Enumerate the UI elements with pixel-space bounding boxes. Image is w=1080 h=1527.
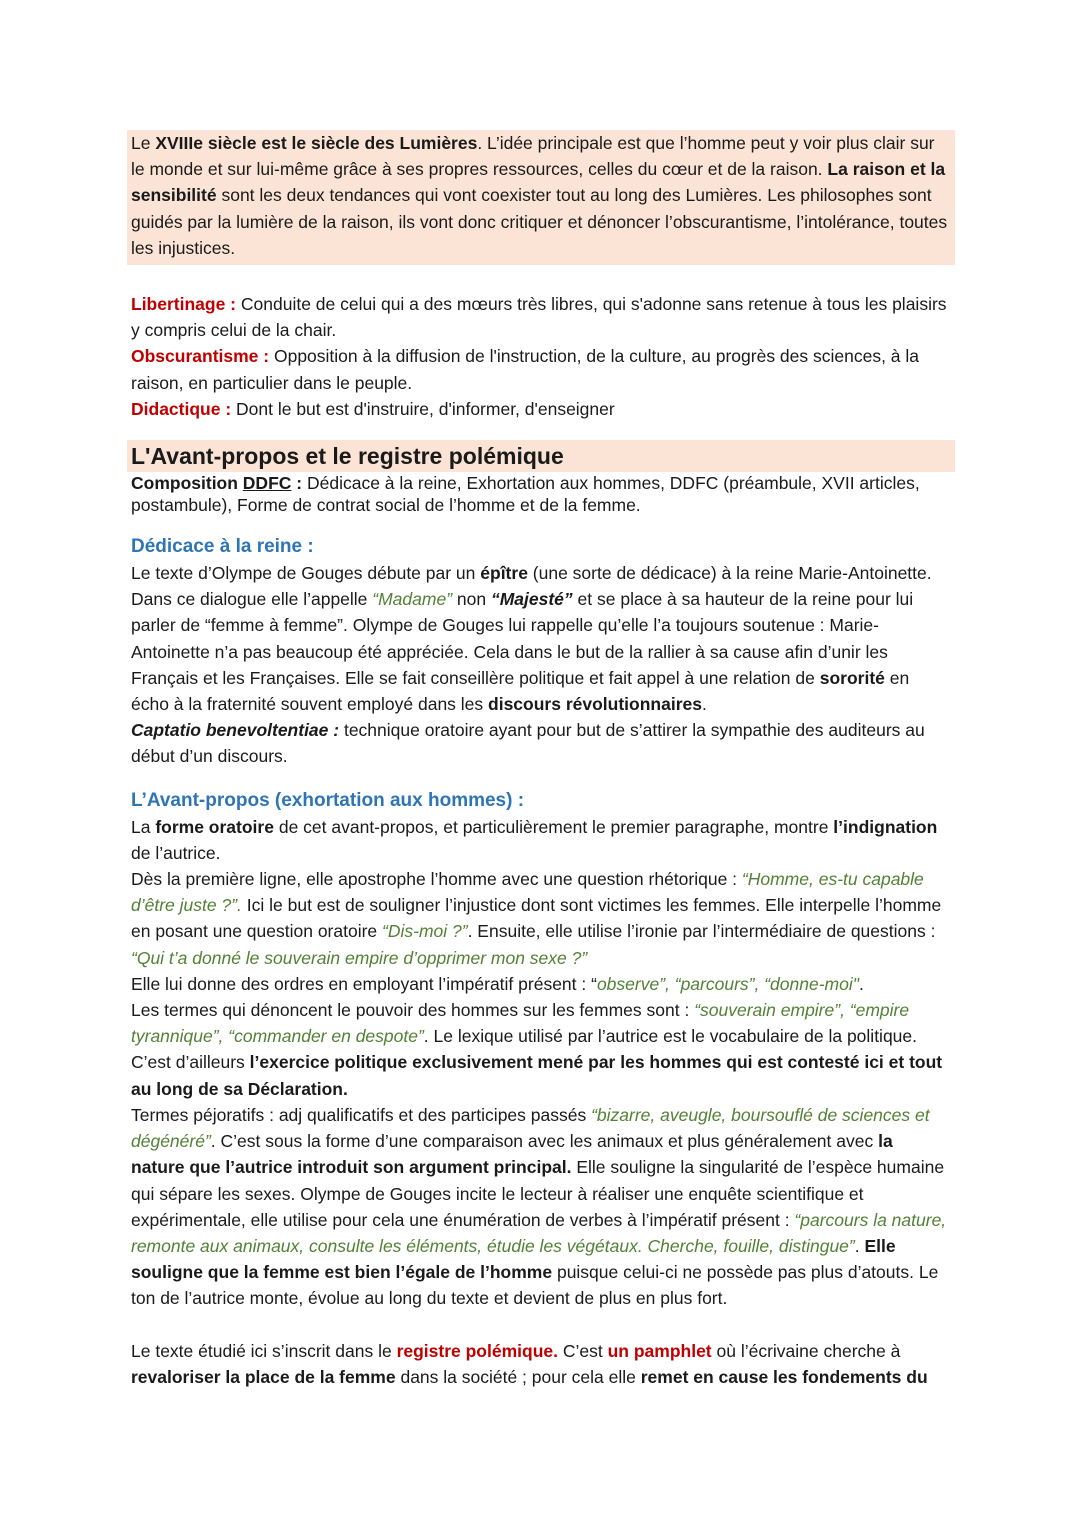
definition-term: Didactique :	[131, 398, 232, 419]
composition-colon: :	[291, 473, 303, 494]
text-run: non	[452, 589, 491, 610]
quote-run: “Qui t’a donné le souverain empire d’opprimer mon sexe ?”	[131, 947, 588, 968]
text-run: La	[131, 816, 156, 837]
bold-run: l’indignation	[833, 816, 938, 837]
conclusion-paragraph	[131, 1338, 951, 1390]
bold-italic-run: Captatio benevoltentiae :	[131, 720, 340, 741]
intro-bold-century: XVIIIe siècle est le siècle des Lumières	[155, 133, 478, 153]
text-run: . Le lexique utilisé par l’autrice est le vocabulaire de la politique. C’est d’ailleurs	[131, 1026, 918, 1073]
definitions-list	[131, 291, 951, 422]
red-bold-run: registre polémique.	[396, 1340, 558, 1361]
bold-run: discours révolutionnaires	[488, 694, 702, 715]
text-run: et se place à sa hauteur de la reine pour lui parler de “femme à femme”. Olympe de Gouges lui rappelle qu’elle l’a toujours soutenue : Marie-Antoinette n’a pas beaucoup été appréciée. Cela dans le but de la rallier à sa cause afin d’unir les Français et les Françaises. Elle se fait conseillère politique et fait appel à une relation de	[131, 589, 914, 688]
text-run: C’est	[558, 1340, 608, 1361]
definition-didactique	[131, 396, 951, 422]
bold-run: la nature que l’autrice introduit son argument principal.	[131, 1131, 893, 1178]
bold-run: épître	[480, 563, 528, 584]
quote-run: “bizarre, aveugle, boursouflé de sciences et dégénéré”	[131, 1104, 930, 1152]
intro-text: . L’idée principale est que l’homme peut y voir plus clair sur le monde et sur lui-même grâce à ses propres ressources, celles du cœur et de la raison.	[131, 133, 935, 180]
intro-bold-reason: La raison et la sensibilité	[131, 159, 946, 206]
text-run: où l’écrivaine cherche à	[711, 1340, 901, 1361]
bold-run: l’exercice politique exclusivement mené par les hommes qui est contesté ici et tout au long de sa Déclaration.	[131, 1052, 943, 1099]
composition-label: Composition	[131, 473, 243, 494]
text-run: Dès la première ligne, elle apostrophe l’homme avec une question rhétorique :	[131, 869, 742, 890]
text-run: Les termes qui dénoncent le pouvoir des hommes sur les femmes sont :	[131, 1000, 695, 1021]
text-run: . Ensuite, elle utilise l’ironie par l’intermédiaire de questions :	[467, 921, 936, 942]
red-bold-run: un pamphlet	[607, 1340, 712, 1361]
intro-highlight-box	[127, 130, 955, 265]
avant-paragraph-5	[131, 1102, 951, 1312]
text-run: Le texte d’Olympe de Gouges débute par un	[131, 563, 481, 584]
text-run: puisque celui-ci ne possède pas plus d’atouts. Le ton de l’autrice monte, évolue au long du texte et devient de plus en plus fort.	[131, 1262, 939, 1309]
text-run: Elle lui donne des ordres en employant l’impératif présent : “	[131, 973, 597, 994]
definition-text: Dont le but est d'instruire, d'informer, d'enseigner	[231, 398, 615, 419]
intro-text: sont les deux tendances qui vont coexister tout au long des Lumières. Les philosophes sont guidés par la lumière de la raison, ils vont donc critiquer et dénoncer l’obscurantisme, l’intolérance, toutes les injustices.	[131, 185, 948, 258]
bold-run: forme oratoire	[155, 816, 274, 837]
definition-text: Conduite de celui qui a des mœurs très libres, qui s'adonne sans retenue à tous les plaisirs y compris celui de la chair.	[131, 294, 947, 341]
intro-text: Le	[131, 133, 156, 153]
composition-paragraph	[131, 472, 951, 516]
text-run: en écho à la fraternité souvent employé dans les	[131, 667, 910, 715]
captatio-paragraph	[131, 717, 951, 769]
definition-term: Obscurantisme :	[131, 346, 270, 367]
definition-term: Libertinage :	[131, 294, 237, 315]
text-run: . C’est sous la forme d’une comparaison avec les animaux et plus généralement avec	[210, 1131, 879, 1152]
bold-italic-run: “Majesté”	[490, 589, 573, 610]
composition-text: Dédicace à la reine, Exhortation aux hommes, DDFC (préambule, XVII articles, postambule), Forme de contrat social de l’homme et de la femme.	[131, 473, 920, 516]
subheading-avant-propos: L’Avant-propos (exhortation aux hommes) :	[131, 789, 525, 811]
text-run: .	[854, 1235, 865, 1256]
bold-run: Elle souligne que la femme est bien l’égale de l’homme	[131, 1235, 896, 1283]
quote-run: “souverain empire”, “empire tyrannique”, “commander en despote”	[131, 1000, 910, 1047]
quote-run: “parcours la nature, remonte aux animaux, consulte les éléments, étudie les végétaux. Cherche, fouille, distingue”	[131, 1209, 947, 1256]
text-run: (une sorte de dédicace) à la reine Marie-Antoinette. Dans ce dialogue elle l’appelle	[131, 563, 932, 610]
bold-run: sororité	[819, 667, 885, 688]
text-run: dans la société ; pour cela elle	[395, 1366, 641, 1387]
document-content	[131, 130, 951, 1390]
text-run: de cet avant-propos, et particulièrement le premier paragraphe, montre	[273, 816, 834, 837]
text-run: Elle souligne la singularité de l’espèce humaine qui sépare les sexes. Olympe de Gouges incite le lecteur à réaliser une enquête scientifique et expérimentale, elle utilise pour cela une énumération de verbes à l’impératif présent :	[131, 1157, 945, 1230]
bold-run: remet en cause les fondements du	[640, 1366, 928, 1387]
avant-paragraph-3	[131, 971, 951, 997]
text-run: technique oratoire ayant pour but de s’attirer la sympathie des auditeurs au début d’un discours.	[131, 720, 925, 767]
text-run: Termes péjoratifs : adj qualificatifs et des participes passés	[131, 1104, 592, 1125]
quote-run: “Madame”	[372, 589, 453, 610]
composition-ddfc: DDFC	[242, 473, 292, 494]
text-run: Le texte étudié ici s’inscrit dans le	[131, 1340, 397, 1361]
avant-paragraph-2	[131, 866, 951, 971]
definition-text: Opposition à la diffusion de l'instruction, de la culture, au progrès des sciences, à la raison, en particulier dans le peuple.	[131, 346, 920, 393]
bold-run: revaloriser la place de la femme	[131, 1366, 396, 1387]
avant-paragraph-4	[131, 997, 951, 1102]
text-run: .	[858, 973, 864, 994]
definition-obscurantisme	[131, 343, 951, 395]
section-heading: L'Avant-propos et le registre polémique	[127, 440, 955, 472]
quote-run: “Homme, es-tu capable d’être juste ?”.	[131, 869, 924, 916]
intro-paragraph	[131, 130, 951, 261]
definition-libertinage	[131, 291, 951, 343]
text-run: Ici le but est de souligner l’injustice dont sont victimes les femmes. Elle interpelle l’homme en posant une question oratoire	[131, 895, 942, 942]
quote-run: observe”, “parcours”, “donne-moi"	[596, 973, 859, 994]
dedicace-paragraph	[131, 560, 951, 717]
subheading-dedicace: Dédicace à la reine :	[131, 536, 314, 558]
quote-run: “Dis-moi ?”	[382, 921, 468, 942]
text-run: .	[701, 694, 707, 715]
text-run: de l’autrice.	[131, 842, 221, 863]
avant-paragraph-1	[131, 814, 951, 866]
